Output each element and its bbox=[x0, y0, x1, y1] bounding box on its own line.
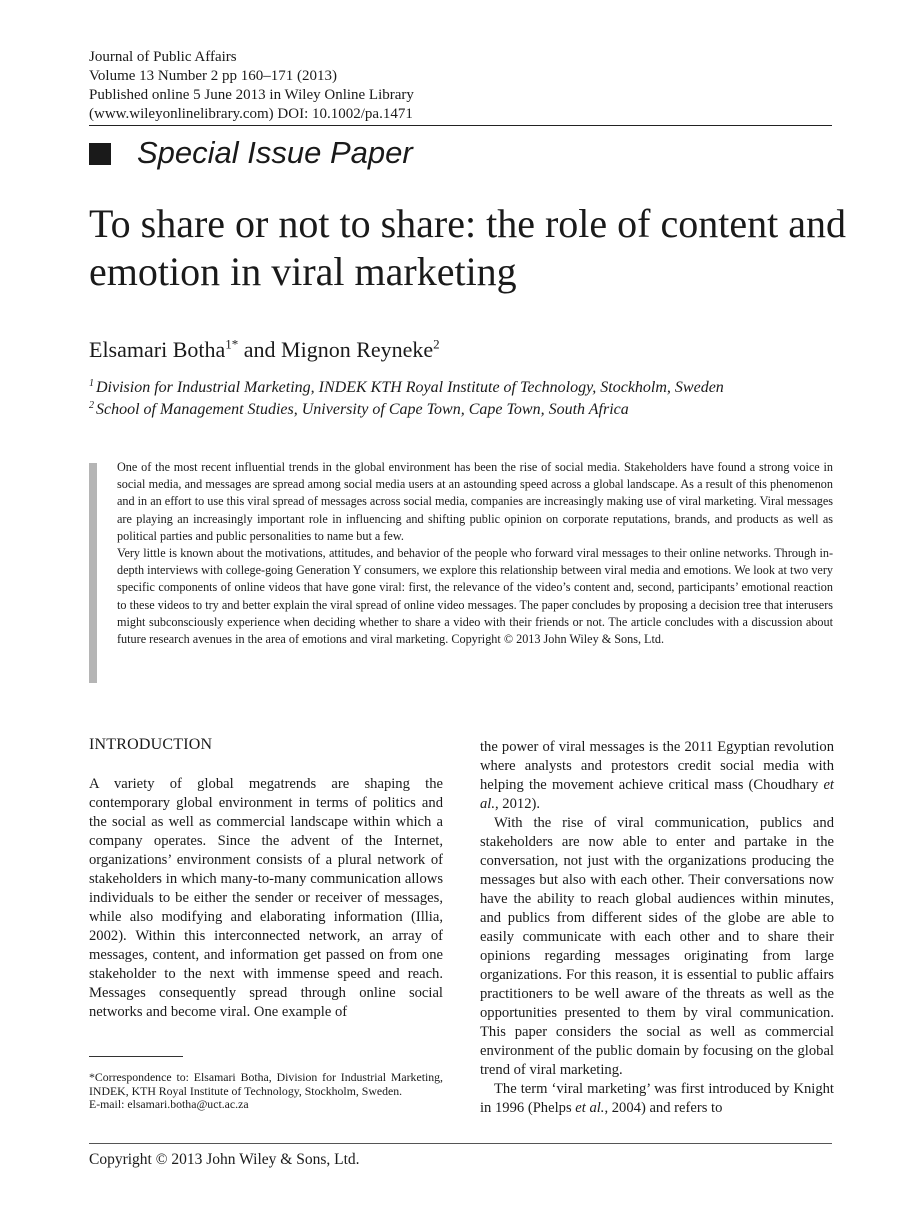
journal-volume: Volume 13 Number 2 pp 160–171 (2013) bbox=[89, 68, 338, 84]
author-name: Elsamari Botha bbox=[89, 337, 226, 362]
copyright: Copyright © 2013 John Wiley & Sons, Ltd. bbox=[89, 1151, 360, 1168]
text-run: The term ‘viral marketing’ was first introduced by Knight in 1996 (Phelps bbox=[480, 1081, 834, 1116]
affiliation-text: Division for Industrial Marketing, INDEK KTH Royal Institute of Technology, Stockholm, Sweden bbox=[96, 379, 724, 396]
affiliation bbox=[89, 377, 724, 399]
square-bullet-icon bbox=[89, 143, 111, 165]
body-paragraph bbox=[480, 1080, 834, 1118]
footnote-text: *Correspondence to: Elsamari Botha, Division for Industrial Marketing, INDEK, KTH Royal Institute of Technology, Stockholm, Sweden. bbox=[89, 1070, 443, 1098]
journal-name: Journal of Public Affairs bbox=[89, 49, 237, 65]
author-line bbox=[89, 336, 440, 364]
abstract-paragraph: One of the most recent influential trends in the global environment has been the rise of social media. Stakeholders have found a strong voice in social media, and messages are spread among social media users at an astounding speed across a global landscape. As a result of this phenomenon and in an effort to use this viral spread of messages across social media, companies are increasingly making use of viral marketing. Viral messages are playing an increasingly important role in influencing and shifting public opinion on corporate reputations, brands, and products as well as political parties and public personalities to name but a few. bbox=[117, 460, 833, 543]
body-paragraph: With the rise of viral communication, publics and stakeholders are now able to enter and partake in the conversation, not just with the organizations producing the messages but also with each other. Their conversations now have the ability to reach global audiences within minutes, and publics from different sides of the globe are able to easily communicate with each other and to share their opinions regarding messages originating from large organizations. For this reason, it is essential to public affairs practitioners to be well aware of the threats as well as the opportunities presented to them by viral communication. This paper considers the social as well as commercial environment of the public domain by focusing on the global trend of viral marketing. bbox=[480, 815, 834, 1078]
citation-etal: et al. bbox=[480, 777, 834, 812]
abstract bbox=[117, 459, 833, 648]
section-label-text: Special Issue Paper bbox=[137, 135, 413, 170]
author-mark: 1* bbox=[225, 336, 239, 352]
affiliation bbox=[89, 399, 724, 421]
footnote-rule bbox=[89, 1056, 183, 1057]
footer-rule bbox=[89, 1143, 832, 1144]
affiliation-text: School of Management Studies, University of Cape Town, Cape Town, South Africa bbox=[96, 401, 629, 418]
section-heading: INTRODUCTION bbox=[89, 736, 213, 753]
body-paragraph: A variety of global megatrends are shaping the contemporary global environment in terms of politics and the social as well as commercial landscape within which a company operates. Since the advent of the Internet, organizations’ environment consists of a plural network of stakeholders in which many-to-many communication allows individuals to be either the sender or receiver of messages, while also modifying and elaborating information (Illia, 2002). Within this interconnected network, an array of messages, content, and information get passed on from one stakeholder to the next with immense speed and reach. Messages consequently spread through online social networks and become viral. One example of bbox=[89, 776, 443, 1020]
affiliations bbox=[89, 377, 724, 421]
author-mark: 2 bbox=[433, 336, 440, 352]
abstract-paragraph: Very little is known about the motivations, attitudes, and behavior of the people who forward viral messages to their online networks. Through in-depth interviews with college-going Generation Y consumers, we explore this relationship between viral media and emotions. We look at two very specific components of online videos that have gone viral: first, the relevance of the video’s content and, second, participants’ emotional reaction to these videos to try and better explain the viral spread of online video messages. The paper concludes by proposing a decision tree that interusers might subconsciously experience when deciding whether to share a video with their friends or not. The article concludes with a discussion about future research avenues in the area of emotions and viral marketing. Copyright © 2013 John Wiley & Sons, Ltd. bbox=[117, 546, 833, 647]
journal-published: Published online 5 June 2013 in Wiley Online Library bbox=[89, 87, 414, 103]
affiliation-mark: 2 bbox=[89, 399, 94, 411]
author-conjunction: and bbox=[238, 337, 282, 362]
footnote bbox=[89, 1071, 443, 1112]
text-run: , 2012). bbox=[495, 796, 540, 812]
text-run: the power of viral messages is the 2011 Egyptian revolution where analysts and protestors credit social media with helping the movement achieve critical mass (Choudhary bbox=[480, 739, 834, 793]
section-label bbox=[89, 134, 413, 172]
affiliation-mark: 1 bbox=[89, 377, 94, 389]
abstract-bar bbox=[89, 463, 97, 683]
author-name: Mignon Reyneke bbox=[281, 337, 434, 362]
header-rule bbox=[89, 125, 832, 126]
footnote-email: E-mail: elsamari.botha@uct.ac.za bbox=[89, 1097, 249, 1111]
paper-title: To share or not to share: the role of content and emotion in viral marketing bbox=[89, 201, 846, 294]
journal-info bbox=[89, 48, 414, 124]
right-column bbox=[480, 738, 834, 1118]
citation-etal: et al. bbox=[575, 1100, 605, 1116]
journal-doi: (www.wileyonlinelibrary.com) DOI: 10.1002/pa.1471 bbox=[89, 106, 413, 122]
body-paragraph bbox=[480, 738, 834, 814]
left-column bbox=[89, 735, 443, 1022]
text-run: , 2004) and refers to bbox=[604, 1100, 723, 1116]
